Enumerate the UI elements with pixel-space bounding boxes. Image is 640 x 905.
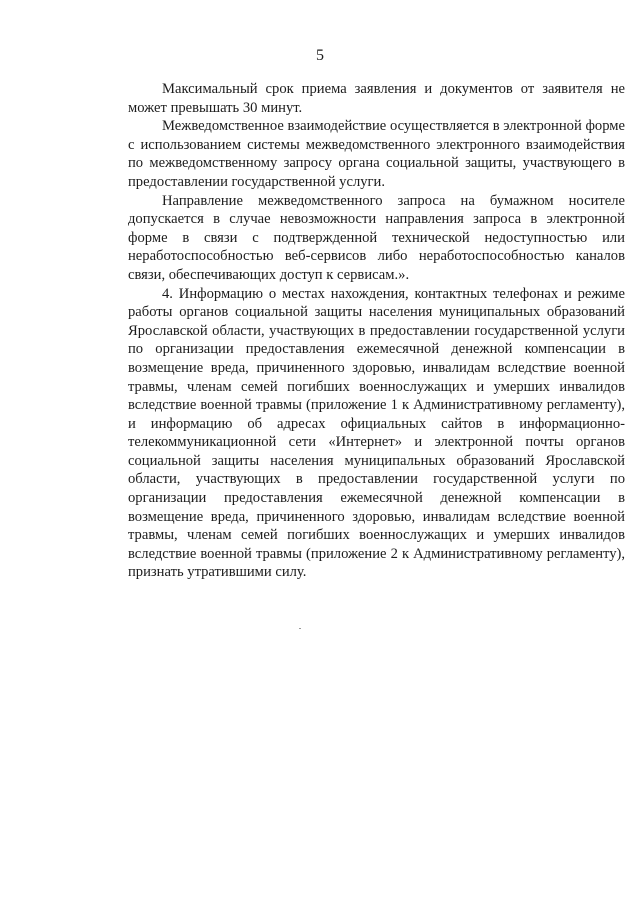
paragraph-interagency-interaction: Межведомственное взаимодействие осуществляется в электронной форме с использованием системы межведомственного электронного взаимодействия по межведомственному запросу органа социальной защиты, участвующего в предоставлении государственной услуги. — [128, 118, 625, 190]
scan-speck — [299, 628, 301, 629]
paragraph-max-acceptance-time: Максимальный срок приема заявления и документов от заявителя не может превышать 30 минут. — [128, 81, 625, 116]
paragraph-paper-request: Направление межведомственного запроса на бумажном носителе допускается в случае невозможности направления запроса в электронной форме в связи с подтвержденной технической недоступностью или неработоспособностью веб-сервисов либо неработоспособностью каналов связи, обеспечивающих доступ к сервисам.». — [128, 192, 625, 283]
page-number: 5 — [316, 47, 324, 64]
paragraph-item-4: 4. Информацию о местах нахождения, контактных телефонах и режиме работы органов социальной защиты населения муниципальных образований Ярославской области, участвующих в предоставлении государственной услуги по организации предоставления ежемесячной денежной компенсации в возмещение вреда, причиненного здоровью, инвалидам вследствие военной травмы, членам семей погибших военнослужащих и умерших инвалидов вследствие военной травмы (приложение 1 к Административному регламенту), и информацию об адресах официальных сайтов в информационно-телекоммуникационной сети «Интернет» и электронной почты органов социальной защиты населения муниципальных образований Ярославской области, участвующих в предоставлении государственной услуги по организации предоставления ежемесячной денежной компенсации в возмещение вреда, причиненного здоровью, инвалидам вследствие военной травмы, членам семей погибших военнослужащих и умерших инвалидов вследствие военной травмы (приложение 2 к Административному регламенту), признать утратившими силу. — [128, 285, 625, 581]
document-body — [128, 80, 625, 582]
